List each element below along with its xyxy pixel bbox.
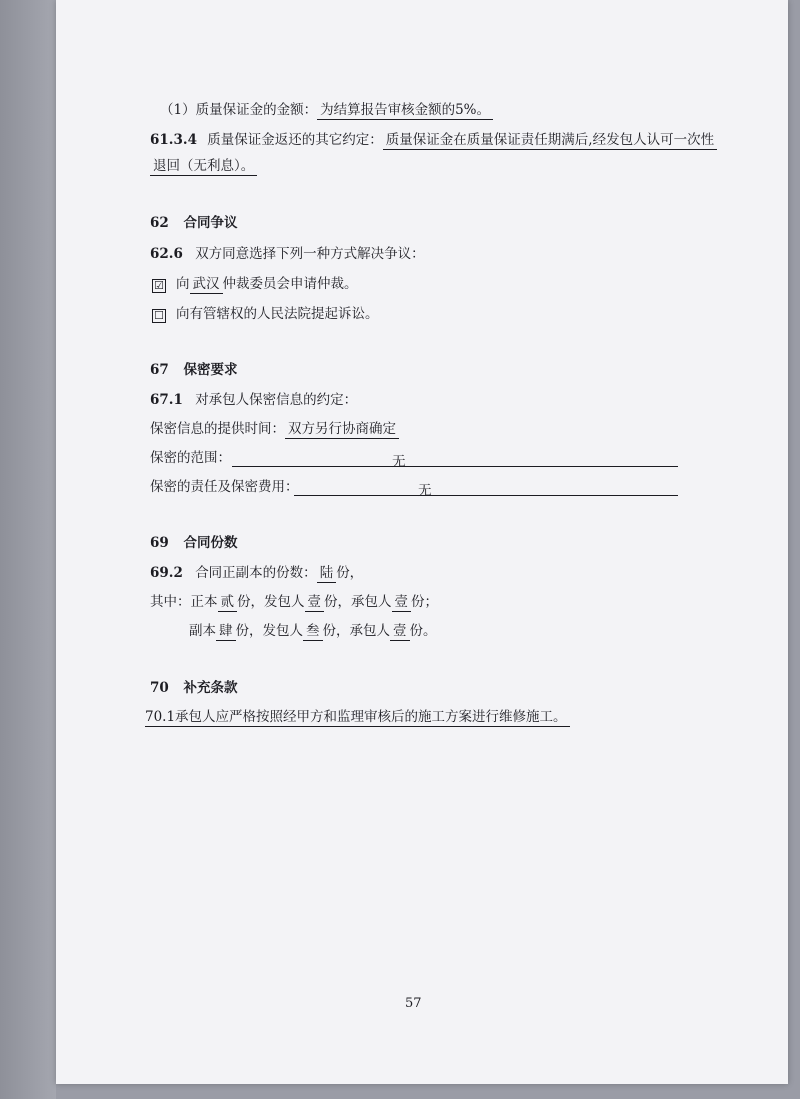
guarantee-return-value-1: 质量保证金在质量保证责任期满后,经发包人认可一次性 (383, 132, 717, 150)
duplicate-employer-label: 份，发包人 (235, 623, 303, 639)
litigation-text: 向有管辖权的人民法院提起诉讼。 (176, 306, 379, 322)
guarantee-amount-line (160, 101, 493, 119)
duplicate-suffix: 份。 (409, 623, 437, 639)
clause-69-2 (150, 564, 363, 582)
section-title-69: 合同份数 (183, 535, 238, 551)
confidential-liability-value: 无 (418, 483, 432, 499)
original-contractor-label: 份，承包人 (324, 594, 392, 610)
supplementary-clause-70-1 (145, 708, 570, 726)
confidential-liability-label: 保密的责任及保密费用： (150, 479, 299, 495)
duplicate-label: 副本 (189, 623, 216, 639)
section-heading-62 (150, 214, 238, 232)
arbitration-prefix: 向 (176, 276, 190, 292)
original-copies-line (150, 593, 438, 611)
arbitration-suffix: 仲裁委员会申请仲裁。 (222, 276, 358, 292)
duplicate-contractor-label: 份，承包人 (322, 623, 390, 639)
copy-count-value: 陆 (317, 565, 337, 583)
dispute-option-arbitration (152, 275, 358, 293)
arbitration-city: 武汉 (190, 276, 223, 294)
copy-count-suffix: 份， (336, 565, 364, 581)
supplementary-clause-text: 70.1承包人应严格按照经甲方和监理审核后的施工方案进行维修施工。 (145, 709, 570, 727)
section-title-62: 合同争议 (183, 215, 238, 231)
duplicate-contractor-count: 壹 (390, 623, 410, 641)
guarantee-amount-value: 为结算报告审核金额的5%。 (317, 102, 493, 120)
checked-box-icon[interactable]: ☑ (152, 279, 166, 293)
copy-count-label: 合同正副本的份数： (195, 565, 317, 581)
original-suffix: 份； (411, 594, 438, 610)
duplicate-total: 肆 (216, 623, 236, 641)
original-label: 其中：正本 (150, 594, 218, 610)
section-heading-69 (150, 534, 238, 552)
duplicate-employer-count: 叁 (303, 623, 323, 641)
guarantee-return-value-2: 退回（无利息）。 (150, 158, 257, 176)
guarantee-return-line (150, 131, 717, 149)
confidential-liability-field (294, 479, 678, 499)
original-employer-label: 份，发包人 (237, 594, 305, 610)
section-title-67: 保密要求 (183, 362, 238, 378)
scan-margin (0, 0, 56, 1099)
section-number-70: 70 (150, 680, 169, 696)
original-contractor-count: 壹 (392, 594, 412, 612)
clause-number-67-1: 67.1 (150, 392, 183, 408)
page-number: 57 (405, 996, 422, 1011)
section-number-67: 67 (150, 362, 169, 378)
duplicate-copies-line (189, 622, 437, 640)
original-total: 贰 (218, 594, 238, 612)
unchecked-box-icon[interactable]: ☐ (152, 309, 166, 323)
confidential-time-label: 保密信息的提供时间： (150, 421, 285, 437)
section-number-62: 62 (150, 215, 169, 231)
clause-text-67-1: 对承包人保密信息的约定： (195, 392, 358, 408)
confidential-scope-label: 保密的范围： (150, 450, 231, 466)
confidential-scope-field (232, 450, 678, 470)
clause-number-61-3-4: 61.3.4 (150, 132, 197, 148)
clause-text-62-6: 双方同意选择下列一种方式解决争议： (195, 246, 425, 262)
section-heading-70 (150, 679, 238, 697)
section-title-70: 补充条款 (183, 680, 238, 696)
clause-number-69-2: 69.2 (150, 565, 183, 581)
clause-67-1 (150, 391, 357, 409)
clause-62-6 (150, 245, 425, 263)
guarantee-amount-label: （1）质量保证金的金额： (160, 102, 318, 118)
confidential-time-value: 双方另行协商确定 (285, 421, 399, 439)
section-heading-67 (150, 361, 238, 379)
original-employer-count: 壹 (305, 594, 325, 612)
confidential-scope-value: 无 (392, 454, 406, 470)
clause-number-62-6: 62.6 (150, 246, 183, 262)
guarantee-return-label: 质量保证金返还的其它约定： (207, 132, 383, 148)
confidential-time-line (150, 420, 399, 438)
section-number-69: 69 (150, 535, 169, 551)
guarantee-return-line-2 (150, 157, 257, 175)
dispute-option-litigation (152, 305, 379, 323)
